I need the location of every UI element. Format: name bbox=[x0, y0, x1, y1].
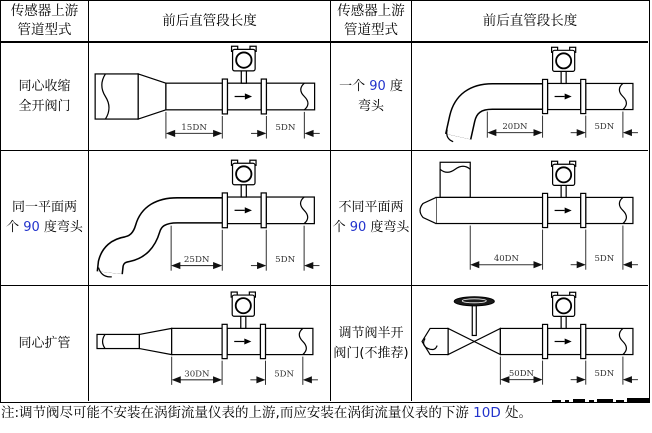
svg-text:5DN: 5DN bbox=[594, 122, 615, 133]
header-cell-pipe-type-left: 传感器上游 管道型式 bbox=[1, 1, 89, 43]
svg-text:15DN: 15DN bbox=[181, 122, 207, 133]
label-concentric-expander: 同心扩管 bbox=[1, 286, 89, 401]
svg-text:5DN: 5DN bbox=[275, 254, 296, 265]
svg-text:25DN: 25DN bbox=[183, 254, 210, 265]
svg-text:5DN: 5DN bbox=[274, 369, 295, 380]
diagram-concentric-expander bbox=[89, 286, 331, 401]
diagram-half-open-regulating-valve bbox=[412, 286, 648, 401]
label-concentric-reducer-valve: 同心收缩 全开阀门 bbox=[1, 43, 89, 151]
header-cell-straight-length-left: 前后直管段长度 bbox=[89, 1, 331, 43]
svg-text:5DN: 5DN bbox=[594, 254, 615, 265]
label-single-90-elbow: 一个 90 度 弯头 bbox=[331, 43, 412, 151]
label-two-elbows-different-planes: 不同平面两 个 90 度弯头 bbox=[331, 151, 412, 286]
svg-text:5DN: 5DN bbox=[594, 369, 615, 380]
label-half-open-regulating-valve: 调节阀半开 阀门(不推荐) bbox=[331, 286, 412, 401]
svg-text:20DN: 20DN bbox=[502, 122, 528, 133]
watermark-remnant-fragments bbox=[552, 396, 650, 404]
svg-text:50DN: 50DN bbox=[508, 369, 535, 380]
label-two-elbows-same-plane: 同一平面两 个 90 度弯头 bbox=[1, 151, 89, 286]
diagram-two-elbows-different-planes bbox=[412, 151, 648, 286]
svg-text:30DN: 30DN bbox=[184, 369, 210, 380]
svg-text:5DN: 5DN bbox=[275, 122, 296, 133]
diagram-concentric-reducer bbox=[89, 43, 331, 151]
header-cell-straight-length-right: 前后直管段长度 bbox=[412, 1, 648, 43]
header-cell-pipe-type-right: 传感器上游 管道型式 bbox=[331, 1, 412, 43]
diagram-two-elbows-same-plane bbox=[89, 151, 331, 286]
diagram-single-90-elbow bbox=[412, 43, 648, 151]
svg-text:40DN: 40DN bbox=[493, 254, 519, 265]
footnote: 注:调节阀尽可能不安装在涡街流量仪表的上游,而应安装在涡街流量仪表的下游 10D 处。 bbox=[1, 405, 533, 421]
